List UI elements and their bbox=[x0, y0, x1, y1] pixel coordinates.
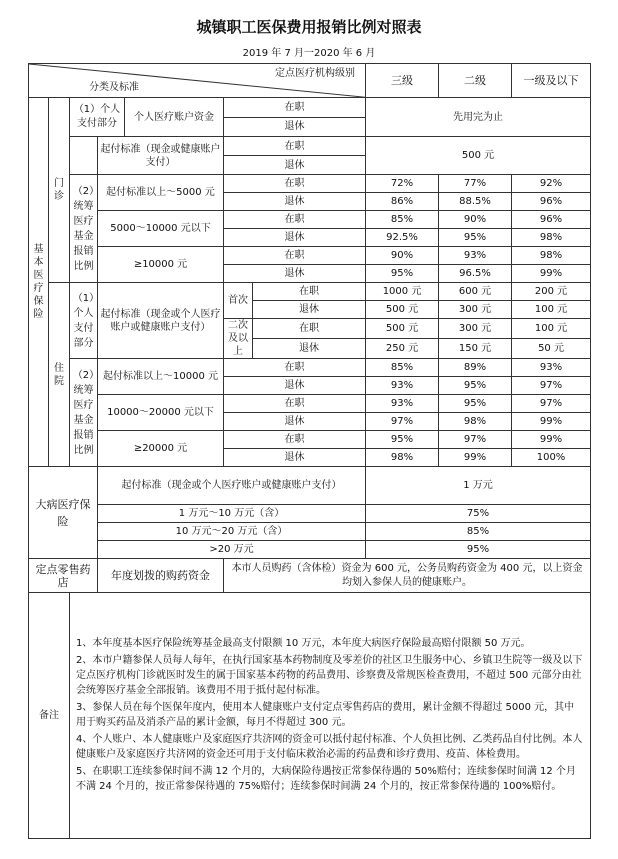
deductible-cell: 500 元 bbox=[366, 301, 439, 319]
deductible-cell: 250 元 bbox=[366, 339, 439, 359]
status-retired: 退休 bbox=[224, 117, 366, 137]
status-active: 在职 bbox=[253, 319, 366, 339]
status-retired: 退休 bbox=[253, 301, 366, 319]
critical-range: >20 万元 bbox=[98, 541, 366, 559]
inpatient-pooled-part: （2）统筹医疗基金报销比例 bbox=[70, 359, 98, 467]
rate-cell: 97% bbox=[512, 395, 591, 413]
outpatient-account-all: 先用完为止 bbox=[366, 98, 591, 137]
rate-cell: 93% bbox=[366, 395, 439, 413]
rate-cell: 100% bbox=[512, 449, 591, 467]
rate-cell: 90% bbox=[439, 211, 512, 229]
rate-cell: 99% bbox=[512, 265, 591, 283]
deductible-cell: 300 元 bbox=[439, 319, 512, 339]
rate-cell: 90% bbox=[366, 247, 439, 265]
header-level2: 二级 bbox=[439, 64, 512, 98]
deductible-cell: 600 元 bbox=[439, 283, 512, 301]
rate-cell: 99% bbox=[439, 449, 512, 467]
rate-cell: 98% bbox=[439, 413, 512, 431]
status-active: 在职 bbox=[224, 175, 366, 193]
basic-insurance-label: 基本医疗保险 bbox=[29, 98, 49, 467]
rate-cell: 93% bbox=[366, 377, 439, 395]
rate-cell: 97% bbox=[439, 431, 512, 449]
rate-cell: 98% bbox=[366, 449, 439, 467]
critical-rate: 95% bbox=[366, 541, 591, 559]
page-title: 城镇职工医保费用报销比例对照表 bbox=[196, 18, 422, 36]
rate-cell: 95% bbox=[439, 229, 512, 247]
rate-cell: 96.5% bbox=[439, 265, 512, 283]
deductible-cell: 300 元 bbox=[439, 301, 512, 319]
deductible-cell: 1000 元 bbox=[366, 283, 439, 301]
status-retired: 退休 bbox=[224, 156, 366, 175]
inpatient-range3: ≥20000 元 bbox=[98, 431, 224, 467]
rate-cell: 85% bbox=[366, 359, 439, 377]
status-retired: 退休 bbox=[224, 377, 366, 395]
status-retired: 退休 bbox=[224, 229, 366, 247]
header-level3: 三级 bbox=[366, 64, 439, 98]
rate-cell: 98% bbox=[512, 229, 591, 247]
status-active: 在职 bbox=[224, 211, 366, 229]
date-range: 2019 年 7 月一2020 年 6 月 bbox=[242, 48, 376, 59]
rate-cell: 95% bbox=[439, 377, 512, 395]
rate-cell: 92% bbox=[512, 175, 591, 193]
status-active: 在职 bbox=[224, 431, 366, 449]
rate-cell: 96% bbox=[512, 193, 591, 211]
critical-deductible-value: 1 万元 bbox=[366, 467, 591, 505]
status-retired: 退休 bbox=[224, 265, 366, 283]
pharmacy-item: 年度划拨的购药资金 bbox=[98, 559, 224, 593]
rate-cell: 99% bbox=[512, 431, 591, 449]
outpatient-label: 门诊 bbox=[49, 98, 70, 283]
inpatient-deductible: 起付标准（现金或个人医疗账户或健康账户支付） bbox=[98, 283, 224, 359]
rate-cell: 77% bbox=[439, 175, 512, 193]
rate-cell: 95% bbox=[366, 431, 439, 449]
inpatient-personal-part: （1）个人支付部分 bbox=[70, 283, 98, 359]
critical-insurance-label: 大病医疗保险 bbox=[29, 467, 98, 559]
status-active: 在职 bbox=[224, 247, 366, 265]
inpatient-range2: 10000～20000 元以下 bbox=[98, 395, 224, 431]
status-active: 在职 bbox=[224, 137, 366, 156]
rate-cell: 98% bbox=[512, 247, 591, 265]
outpatient-personal-part-cont bbox=[70, 137, 98, 175]
rate-cell: 97% bbox=[512, 377, 591, 395]
status-retired: 退休 bbox=[224, 413, 366, 431]
note-item: 2、本市户籍参保人员每人每年，在执行国家基本药物制度及零差价的社区卫生服务中心、乡镇卫生院等一级及以下定点医疗机构门诊就医时发生的属于国家基本药物的药品费用、诊察费及常规医检查费用，不超过 500 元部分由社会统筹医疗基金全部报销。该费用不用于抵付起付标准。 bbox=[76, 654, 583, 696]
deductible-cell: 500 元 bbox=[366, 319, 439, 339]
deductible-cell: 100 元 bbox=[512, 301, 591, 319]
deductible-cell: 200 元 bbox=[512, 283, 591, 301]
critical-rate: 75% bbox=[366, 505, 591, 523]
note-item: 5、在职职工连续参保时间不满 12 个月的，大病保险待遇按正常参保待遇的 50%赔付；连续参保时间满 12 个月不满 24 个月的，按正常参保待遇的 75%赔付；连续参保时间满 24 个月的，按正常参保待遇的 100%赔付。 bbox=[76, 765, 576, 792]
rate-cell: 86% bbox=[366, 193, 439, 211]
inpatient-range1: 起付标准以上～10000 元 bbox=[98, 359, 224, 395]
diagonal-header bbox=[29, 64, 366, 98]
status-retired: 退休 bbox=[253, 339, 366, 359]
critical-rate: 85% bbox=[366, 523, 591, 541]
critical-range: 1 万元～10 万元（含） bbox=[98, 505, 366, 523]
outpatient-range2: 5000～10000 元以下 bbox=[98, 211, 224, 247]
rate-cell: 93% bbox=[439, 247, 512, 265]
reimbursement-table bbox=[28, 63, 591, 839]
rate-cell: 72% bbox=[366, 175, 439, 193]
deductible-cell: 100 元 bbox=[512, 319, 591, 339]
inpatient-label: 住院 bbox=[49, 283, 70, 467]
rate-cell: 88.5% bbox=[439, 193, 512, 211]
note-item: 1、本年度基本医疗保险统筹基金最高支付限额 10 万元，本年度大病医疗保险最高赔付限额 50 万元。 bbox=[76, 637, 531, 649]
outpatient-deductible: 起付标准（现金或健康账户支付） bbox=[98, 137, 224, 175]
rate-cell: 95% bbox=[439, 395, 512, 413]
header-level1: 一级及以下 bbox=[512, 64, 591, 98]
critical-deductible: 起付标准（现金或个人医疗账户或健康账户支付） bbox=[98, 467, 366, 505]
notes-body bbox=[70, 593, 591, 839]
rate-cell: 95% bbox=[366, 265, 439, 283]
second-time-label: 二次及以上 bbox=[224, 319, 253, 359]
rate-cell: 97% bbox=[366, 413, 439, 431]
rate-cell: 89% bbox=[439, 359, 512, 377]
status-active: 在职 bbox=[224, 395, 366, 413]
rate-cell: 99% bbox=[512, 413, 591, 431]
note-item: 4、个人账户、本人健康账户及家庭医疗共济网的资金可以抵付起付标准、个人负担比例、乙类药品自付比例。本人健康账户及家庭医疗共济网的资金还可用于支付临床救治必需的药品费和诊疗费用、疫苗、体检费用。 bbox=[76, 733, 583, 760]
outpatient-deductible-value: 500 元 bbox=[366, 137, 591, 175]
first-time-label: 首次 bbox=[224, 283, 253, 319]
rate-cell: 85% bbox=[366, 211, 439, 229]
status-active: 在职 bbox=[224, 359, 366, 377]
outpatient-personal-part: （1）个人支付部分 bbox=[70, 98, 125, 136]
note-item: 3、参保人员在每个医保年度内，使用本人健康账户支付定点零售药店的费用，累计金额不得超过 5000 元，其中用于购买药品及消杀产品的累计金额，每月不得超过 300 元。 bbox=[76, 701, 575, 728]
deductible-cell: 50 元 bbox=[512, 339, 591, 359]
outpatient-range3: ≥10000 元 bbox=[98, 247, 224, 283]
rate-cell: 92.5% bbox=[366, 229, 439, 247]
outpatient-pooled-part: （2）统筹医疗基金报销比例 bbox=[70, 175, 98, 283]
rate-cell: 96% bbox=[512, 211, 591, 229]
status-retired: 退休 bbox=[224, 449, 366, 467]
header-row bbox=[29, 64, 591, 98]
outpatient-account-funds: 个人医疗账户资金 bbox=[134, 111, 214, 123]
pharmacy-description: 本市人员购药（含体检）资金为 600 元，公务员购药资金为 400 元，以上资金均划入参保人员的健康账户。 bbox=[224, 559, 591, 593]
status-retired: 退休 bbox=[224, 193, 366, 211]
status-active: 在职 bbox=[253, 283, 366, 301]
pharmacy-label: 定点零售药店 bbox=[29, 559, 98, 593]
status-active: 在职 bbox=[224, 98, 366, 118]
header-bottom-label: 分类及标准 bbox=[89, 82, 139, 93]
notes-label: 备注 bbox=[29, 593, 70, 839]
deductible-cell: 150 元 bbox=[439, 339, 512, 359]
rate-cell: 93% bbox=[512, 359, 591, 377]
outpatient-range1: 起付标准以上～5000 元 bbox=[98, 175, 224, 211]
header-top-label: 定点医疗机构级别 bbox=[275, 68, 356, 79]
critical-range: 10 万元～20 万元（含） bbox=[98, 523, 366, 541]
